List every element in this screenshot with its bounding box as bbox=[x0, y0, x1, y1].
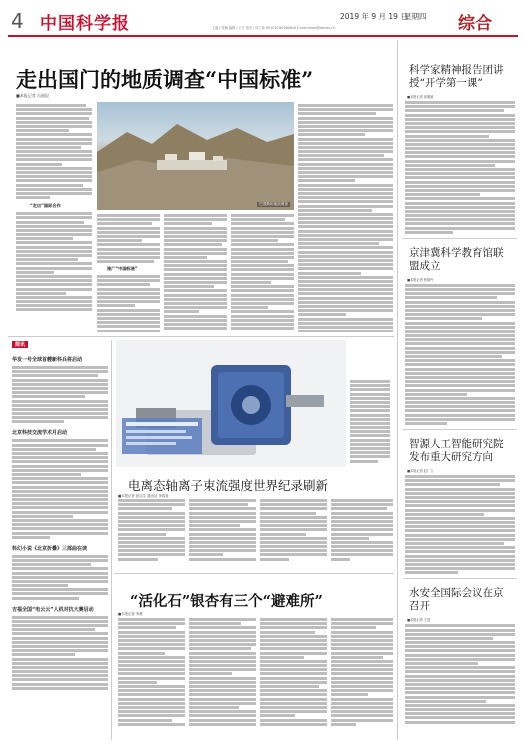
masthead-date: 2019 年 9 月 19 日 bbox=[340, 12, 408, 21]
brief-item-title: 华发一号全球首艘新科兵将启动 bbox=[12, 357, 83, 363]
brief-label: 简讯 bbox=[12, 341, 28, 348]
right-article-byline: ■本报记者 赵广立 bbox=[407, 469, 434, 473]
feature-photo bbox=[116, 340, 346, 467]
right-article-headline: 水安全国际会议在京召开 bbox=[409, 587, 504, 613]
lower-headline: “活化石”银杏有三个“避难所” bbox=[130, 593, 323, 610]
feature-col-1 bbox=[118, 499, 185, 569]
masthead-weekday: 星期四 bbox=[404, 12, 427, 21]
main-col-1 bbox=[16, 104, 92, 332]
brief-list bbox=[12, 352, 108, 740]
lower-col-1 bbox=[118, 618, 185, 740]
main-headline: 走出国门的地质调查“中国标准” bbox=[16, 67, 314, 92]
masthead bbox=[0, 0, 524, 40]
right-article-byline: ■本报记者 王进 bbox=[407, 618, 431, 623]
right-article-byline: ■本报记者 张晴丹 bbox=[407, 277, 434, 282]
right-column bbox=[403, 44, 517, 740]
brief-item-title: 科幻小说《北京折叠》三部曲在读 bbox=[12, 545, 88, 552]
right-article-byline: ■本报记者 高雅丽 bbox=[407, 95, 434, 99]
editor-line: 主编 / 张楠 编辑 / 王方 校对 / 何工菊 Tel:(010)62580618 E-mail:news@stimes.cn bbox=[212, 26, 335, 30]
page-number: 4 bbox=[11, 9, 24, 33]
paper-name: 中国科学报 bbox=[40, 14, 130, 34]
feature-col-2 bbox=[189, 499, 256, 569]
main-col-2 bbox=[97, 214, 160, 332]
ion-source-device-image bbox=[116, 340, 346, 467]
brief-item-title: 吉福全国“电云云”人机对抗大赛启动 bbox=[12, 606, 94, 613]
main-col-5 bbox=[298, 104, 393, 332]
divider bbox=[111, 340, 112, 740]
lower-col-2 bbox=[189, 618, 256, 740]
main-col-4 bbox=[231, 214, 294, 332]
divider bbox=[114, 573, 394, 574]
right-article-headline: 京津冀科学教育馆联盟成立 bbox=[409, 246, 504, 272]
main-col-3 bbox=[164, 214, 227, 332]
main-photo bbox=[97, 102, 294, 210]
divider bbox=[8, 336, 394, 337]
right-article-headline: 智源人工智能研究院发布重大研究方向 bbox=[409, 438, 504, 463]
feature-col-3 bbox=[260, 499, 327, 569]
lower-col-4 bbox=[331, 618, 393, 740]
main-subhead-1: “走出”国际合作 bbox=[30, 203, 61, 209]
main-subhead-2: 推广“中国标准” bbox=[107, 266, 138, 272]
feature-col-4 bbox=[331, 499, 393, 569]
landscape-image bbox=[97, 102, 294, 210]
divider bbox=[397, 40, 398, 740]
photo-caption: 巴基斯坦地质调查 bbox=[259, 202, 288, 206]
section-label: 综合 bbox=[458, 14, 492, 34]
lower-byline: ■本报记者 李晨 bbox=[118, 612, 143, 616]
main-byline: ■本报记者 冯丽妃 bbox=[16, 93, 50, 98]
masthead-rule bbox=[8, 35, 518, 37]
feature-headline: 电离态轴离子束流强度世界纪录刷新 bbox=[128, 478, 329, 493]
feature-caption-column bbox=[350, 380, 390, 470]
right-article-headline: 科学家精神报告团讲授“开学第一课” bbox=[409, 64, 504, 89]
lower-col-3 bbox=[260, 618, 327, 740]
brief-item-title: 北京科技交流学术月启动 bbox=[12, 430, 68, 437]
feature-byline: ■本报记者 彭启生 通讯员 李春喜 bbox=[118, 494, 169, 498]
